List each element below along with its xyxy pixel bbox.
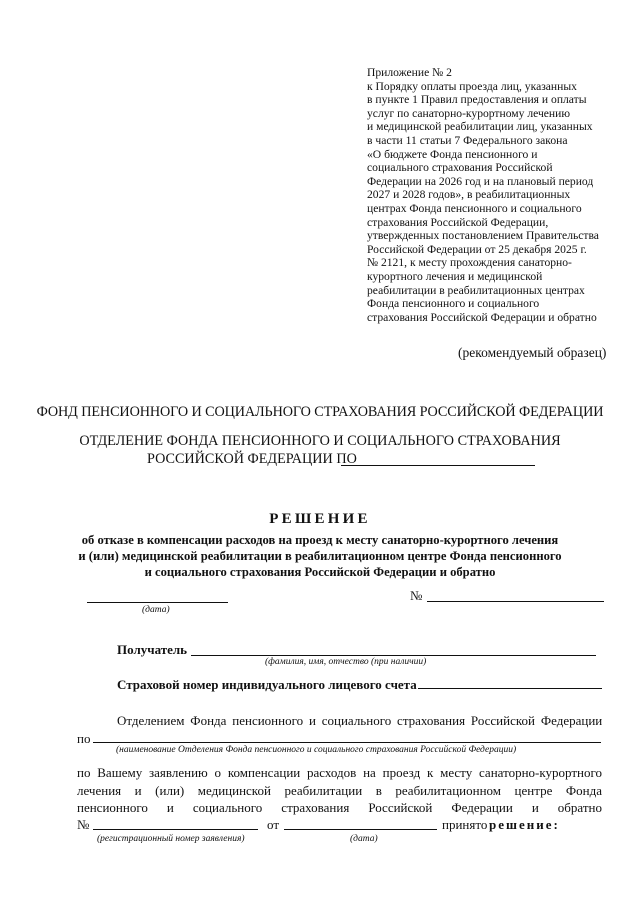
appendix-line: и медицинской реабилитации лиц, указанных — [367, 120, 593, 134]
decision-number-field[interactable] — [427, 601, 604, 602]
application-date-field[interactable] — [284, 829, 437, 830]
date-hint: (дата) — [142, 605, 170, 615]
appendix-line: социального страхования Российской — [367, 161, 553, 175]
department-field[interactable] — [93, 742, 601, 743]
department-text: Отделением Фонда пенсионного и социального страхования Российской Федерации — [117, 713, 603, 728]
from-label: от — [267, 817, 280, 832]
decision-subtitle-line: и (или) медицинской реабилитации в реабилитационном центре Фонда пенсионного — [78, 549, 562, 563]
accepted-label: принято — [442, 817, 488, 832]
appendix-line: № 2121, к месту прохождения санаторно- — [367, 256, 572, 270]
department-line-1: ОТДЕЛЕНИЕ ФОНДА ПЕНСИОННОГО И СОЦИАЛЬНОГО СТРАХОВАНИЯ — [79, 433, 561, 449]
body-line: пенсионного и социального страхования Российской Федерации и обратно — [77, 800, 602, 815]
appendix-line: Фонда пенсионного и социального — [367, 297, 540, 311]
decision-word: решение: — [489, 817, 560, 832]
appendix-line: в пункте 1 Правил предоставления и оплаты — [367, 93, 587, 107]
body-line: лечения и (или) медицинской реабилитации в реабилитационном центре Фонда — [77, 783, 602, 798]
fund-name: ФОНД ПЕНСИОННОГО И СОЦИАЛЬНОГО СТРАХОВАНИЯ РОССИЙСКОЙ ФЕДЕРАЦИИ — [36, 404, 604, 420]
department-name-field[interactable] — [341, 465, 535, 466]
decision-title: РЕШЕНИЕ — [269, 511, 371, 527]
appendix-line: услуг по санаторно-курортному лечению — [367, 106, 571, 120]
snils-field[interactable] — [418, 688, 602, 689]
appendix-line: утвержденных постановлением Правительства — [367, 229, 599, 243]
decision-subtitle-line: об отказе в компенсации расходов на проезд к месту санаторно-курортного лечения — [81, 533, 559, 547]
po-label: по — [77, 731, 91, 746]
appendix-line: 2027 и 2028 годов», в реабилитационных — [367, 188, 571, 202]
appendix-line: Российской Федерации от 25 декабря 2025 г. — [367, 242, 587, 256]
appendix-line: Приложение № 2 — [367, 66, 452, 79]
appendix-block — [367, 66, 599, 324]
appendix-line: к Порядку оплаты проезда лиц, указанных — [367, 79, 577, 93]
decision-date-field[interactable] — [87, 602, 228, 603]
appendix-line: в части 11 статьи 7 Федерального закона — [367, 133, 568, 147]
body-line: по Вашему заявлению о компенсации расходов на проезд к месту санаторно-курортного — [77, 765, 602, 780]
appendix-line: «О бюджете Фонда пенсионного и — [367, 147, 538, 161]
department-line-2: РОССИЙСКОЙ ФЕДЕРАЦИИ ПО — [147, 451, 357, 467]
appendix-line: курортного лечения и медицинской — [367, 269, 543, 283]
appendix-line: центрах Фонда пенсионного и социального — [367, 201, 582, 215]
department-hint: (наименование Отделения Фонда пенсионного и социального страхования Российской Федерации) — [116, 745, 517, 755]
snils-label: Страховой номер индивидуального лицевого счета — [117, 677, 417, 692]
sample-note: (рекомендуемый образец) — [458, 345, 607, 360]
appendix-line: страхования Российской Федерации и обратно — [367, 310, 597, 324]
appendix-line: реабилитации в реабилитационных центрах — [367, 283, 585, 297]
appendix-line: страхования Российской Федерации, — [367, 215, 549, 229]
recipient-label: Получатель — [117, 642, 188, 657]
application-number-label: № — [77, 817, 90, 832]
application-number-field[interactable] — [93, 829, 258, 830]
recipient-hint: (фамилия, имя, отчество (при наличии) — [265, 657, 427, 667]
registration-hint: (регистрационный номер заявления) — [97, 834, 245, 844]
decision-number-label: № — [410, 588, 423, 603]
appendix-line: Федерации на 2026 год и на плановый период — [367, 174, 594, 188]
recipient-field[interactable] — [191, 655, 596, 656]
decision-subtitle-line: и социального страхования Российской Федерации и обратно — [144, 565, 496, 579]
application-date-hint: (дата) — [350, 834, 378, 844]
